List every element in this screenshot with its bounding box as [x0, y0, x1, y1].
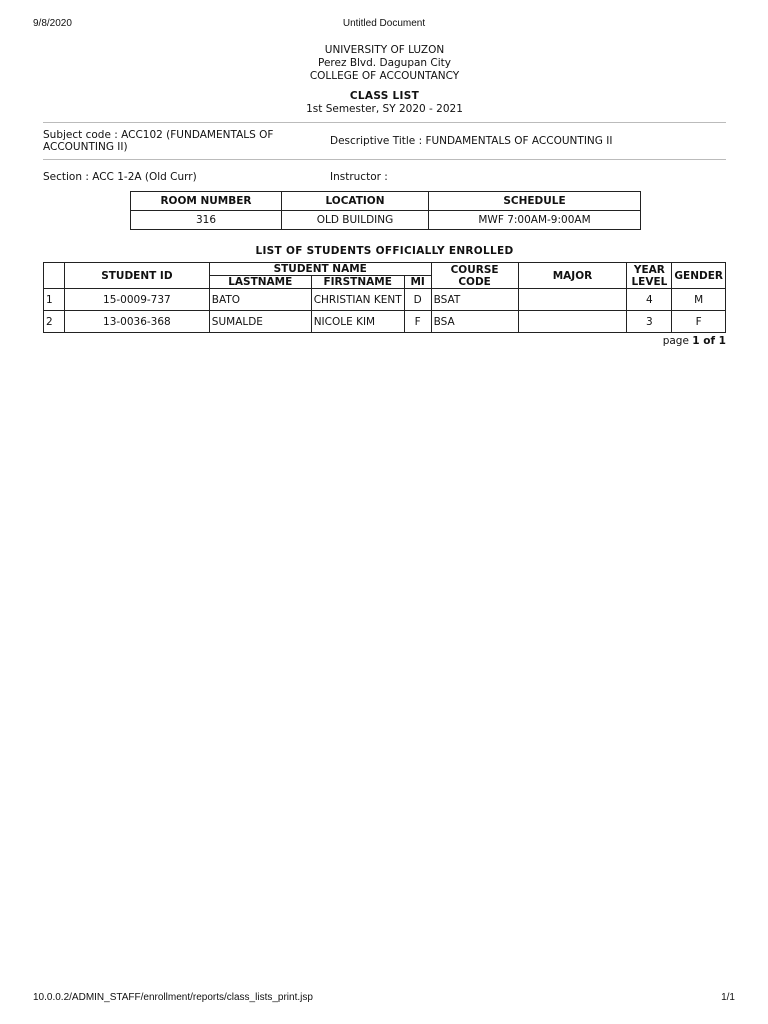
year-level: 3	[627, 311, 672, 333]
course-code: BSAT	[431, 289, 518, 311]
subject-code: Subject code : ACC102 (FUNDAMENTALS OF ACCOUNTING II)	[43, 129, 274, 153]
table-row	[44, 311, 726, 333]
mi-header: MI	[404, 276, 431, 289]
subject-row	[43, 123, 726, 159]
section-row	[43, 171, 726, 185]
middle-initial: D	[404, 289, 431, 311]
print-footer	[0, 992, 768, 1006]
year-level-header: YEAR LEVEL	[627, 263, 672, 289]
student-name-header: STUDENT NAME	[209, 263, 431, 276]
class-list-document	[43, 44, 726, 347]
row-number: 2	[44, 311, 65, 333]
room-value-row	[131, 211, 641, 230]
major	[518, 289, 627, 311]
course-code-header: COURSE CODE	[431, 263, 518, 289]
room-table	[130, 191, 641, 230]
room-number-header: ROOM NUMBER	[131, 192, 282, 211]
course-code: BSA	[431, 311, 518, 333]
year-level: 4	[627, 289, 672, 311]
row-number: 1	[44, 289, 65, 311]
room-header-row	[131, 192, 641, 211]
major	[518, 311, 627, 333]
schedule-header: SCHEDULE	[429, 192, 641, 211]
page-label: page	[662, 335, 689, 347]
instructor: Instructor :	[330, 171, 388, 183]
page-count	[43, 335, 726, 347]
gender-header: GENDER	[672, 263, 726, 289]
lastname: BATO	[209, 289, 311, 311]
divider	[43, 159, 726, 160]
schedule: MWF 7:00AM-9:00AM	[429, 211, 641, 230]
print-page-number: 1/1	[721, 992, 735, 1003]
table-row	[44, 289, 726, 311]
student-id: 15-0009-737	[64, 289, 209, 311]
university-name: UNIVERSITY OF LUZON	[324, 44, 445, 56]
student-list-title: LIST OF STUDENTS OFFICIALLY ENROLLED	[255, 245, 514, 257]
page-value: 1 of 1	[692, 335, 726, 347]
student-table	[43, 262, 726, 333]
lastname-header: LASTNAME	[209, 276, 311, 289]
descriptive-title: Descriptive Title : FUNDAMENTALS OF ACCOUNTING II	[330, 135, 613, 147]
gender: M	[672, 289, 726, 311]
section: Section : ACC 1-2A (Old Curr)	[43, 171, 197, 183]
student-id: 13-0036-368	[64, 311, 209, 333]
page-title: CLASS LIST	[349, 90, 420, 102]
major-header: MAJOR	[518, 263, 627, 289]
middle-initial: F	[404, 311, 431, 333]
room-number: 316	[131, 211, 282, 230]
row-number-header	[44, 263, 65, 289]
firstname: CHRISTIAN KENT	[311, 289, 404, 311]
print-title: Untitled Document	[342, 18, 426, 29]
student-header-row	[44, 263, 726, 276]
location-header: LOCATION	[282, 192, 429, 211]
student-id-header: STUDENT ID	[64, 263, 209, 289]
college-name: COLLEGE OF ACCOUNTANCY	[309, 70, 460, 82]
firstname-header: FIRSTNAME	[311, 276, 404, 289]
print-url: 10.0.0.2/ADMIN_STAFF/enrollment/reports/class_lists_print.jsp	[33, 992, 313, 1003]
print-header	[0, 18, 768, 32]
lastname: SUMALDE	[209, 311, 311, 333]
print-date: 9/8/2020	[33, 18, 72, 29]
university-address: Perez Blvd. Dagupan City	[318, 57, 451, 69]
semester: 1st Semester, SY 2020 - 2021	[306, 103, 463, 115]
location: OLD BUILDING	[282, 211, 429, 230]
gender: F	[672, 311, 726, 333]
firstname: NICOLE KIM	[311, 311, 404, 333]
